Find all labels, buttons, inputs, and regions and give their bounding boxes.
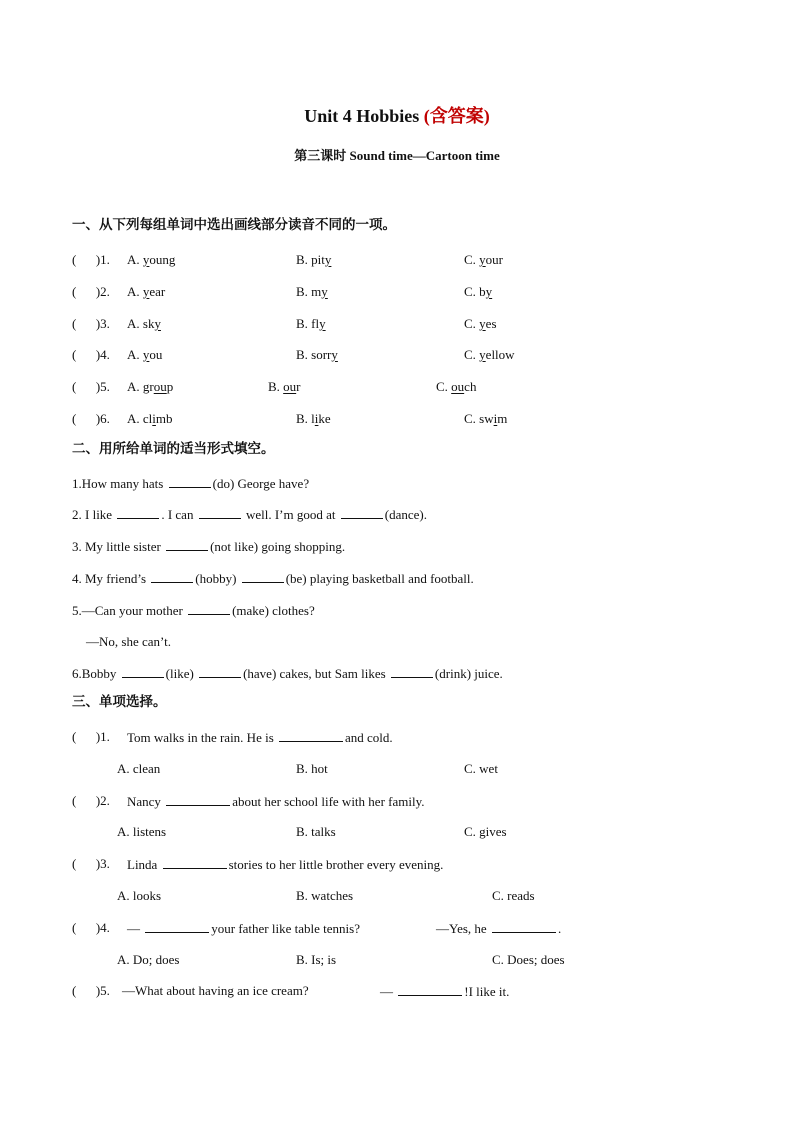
answer-tag: (含答案) [423,106,490,126]
answer-blank[interactable] [151,570,193,583]
s3-q2-number: ( )2. [72,793,110,808]
s1-q6-option-a: A. climb [127,411,173,426]
answer-blank[interactable] [242,570,284,583]
s1-q2-option-b: B. my [296,284,328,299]
s3-q3-stem: Linda stories to her little brother every evening. [127,857,444,872]
document-title [0,104,794,128]
s3-q5-stem: —What about having an ice cream? [122,983,309,998]
answer-blank[interactable] [163,856,227,869]
s3-q1-option-b: B. hot [296,761,328,776]
s3-q3-option-b: B. watches [296,888,354,903]
s3-q2-option-a: A. listens [117,824,167,839]
s3-q1-stem: Tom walks in the rain. He is and cold. [127,730,393,745]
s3-q5-number: ( )5. [72,983,110,998]
s1-q3-option-a: A. sky [127,316,161,331]
s3-q2-option-c: C. gives [464,824,507,839]
s3-q3-number: ( )3. [72,856,110,871]
s1-q5-option-a: A. group [127,379,174,394]
answer-blank[interactable] [398,983,462,996]
s1-q1-option-c: C. your [464,252,504,267]
s1-q2-option-c: C. by [464,284,493,299]
s3-q3-option-c: C. reads [492,888,535,903]
answer-blank[interactable] [166,793,230,806]
s3-q4-stem: — your father like table tennis? [127,921,360,936]
s2-q2: 2. I like . I can well. I’m good at (dance). [72,507,427,522]
answer-blank[interactable] [341,506,383,519]
s2-q4: 4. My friend’s (hobby) (be) playing basketball and football. [72,571,474,586]
section3-heading: 三、单项选择。 [72,694,167,709]
s2-q3: 3. My little sister (not like) going shopping. [72,539,346,554]
s1-q5-number: ( )5. [72,379,110,394]
s3-q1-option-a: A. clean [117,761,161,776]
s1-q3-option-b: B. fly [296,316,326,331]
s1-q1-option-a: A. young [127,252,176,267]
answer-blank[interactable] [188,602,230,615]
s1-q2-number: ( )2. [72,284,110,299]
s3-q3-option-a: A. looks [117,888,162,903]
s2-q6: 6.Bobby (like) (have) cakes, but Sam likes (drink) juice. [72,666,503,681]
title-text: Unit 4 Hobbies [304,106,424,126]
s3-q4-number: ( )4. [72,920,110,935]
s2-q1: 1.How many hats (do) George have? [72,476,310,491]
s3-q4-reply: —Yes, he . [436,921,562,936]
lesson-subtitle: 第三课时 Sound time—Cartoon time [294,148,500,163]
s3-q4-option-b: B. Is; is [296,952,337,967]
s1-q1-number: ( )1. [72,252,110,267]
s3-q4-option-a: A. Do; does [117,952,180,967]
s1-q3-option-c: C. yes [464,316,497,331]
s1-q3-number: ( )3. [72,316,110,331]
s1-q5-option-b: B. our [268,379,301,394]
s1-q5-option-c: C. ouch [436,379,477,394]
answer-blank[interactable] [122,665,164,678]
s1-q4-option-a: A. you [127,347,163,362]
s3-q1-option-c: C. wet [464,761,498,776]
s3-q4-option-c: C. Does; does [492,952,565,967]
answer-blank[interactable] [169,475,211,488]
s3-q2-stem: Nancy about her school life with her family. [127,794,425,809]
answer-blank[interactable] [492,920,556,933]
answer-blank[interactable] [117,506,159,519]
s2-q5: 5.—Can your mother (make) clothes? [72,603,315,618]
s1-q1-option-b: B. pity [296,252,332,267]
answer-blank[interactable] [279,729,343,742]
answer-blank[interactable] [391,665,433,678]
s1-q4-option-c: C. yellow [464,347,515,362]
s2-q5-reply: —No, she can’t. [86,634,171,649]
s1-q6-number: ( )6. [72,411,110,426]
s1-q4-number: ( )4. [72,347,110,362]
s1-q6-option-c: C. swim [464,411,508,426]
answer-blank[interactable] [199,665,241,678]
s3-q2-option-b: B. talks [296,824,336,839]
section2-heading: 二、用所给单词的适当形式填空。 [72,441,275,456]
s3-q1-number: ( )1. [72,729,110,744]
answer-blank[interactable] [166,538,208,551]
answer-blank[interactable] [199,506,241,519]
s1-q4-option-b: B. sorry [296,347,338,362]
s1-q2-option-a: A. year [127,284,166,299]
answer-blank[interactable] [145,920,209,933]
s1-q6-option-b: B. like [296,411,331,426]
section1-heading: 一、从下列每组单词中选出画线部分读音不同的一项。 [72,217,396,232]
s3-q5-reply: — !I like it. [380,984,510,999]
